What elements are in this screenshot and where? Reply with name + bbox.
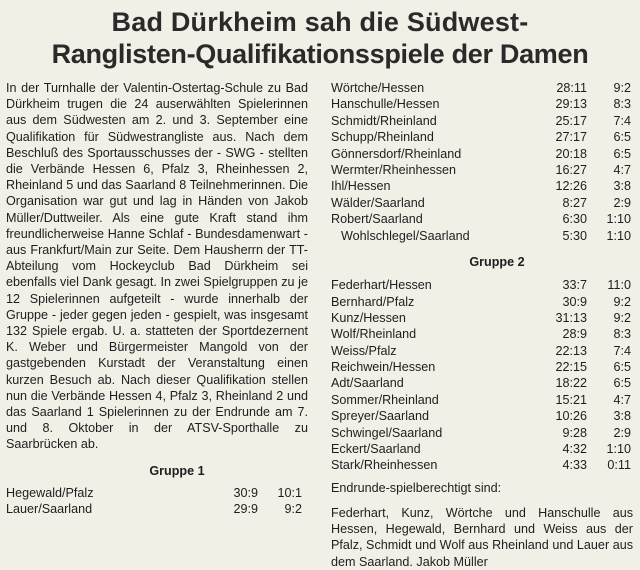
- player-sets: 5:30: [562, 228, 587, 243]
- player-sets: 8:27: [562, 195, 587, 210]
- table-row: [331, 359, 633, 375]
- headline-line-1: Bad Dürkheim sah die Südwest-: [111, 7, 529, 37]
- table-row: [331, 146, 633, 162]
- table-row: [331, 343, 633, 359]
- player-name: Wälder/Saarland: [331, 195, 425, 210]
- player-points: 4:7: [613, 392, 631, 407]
- table-row: [331, 96, 633, 112]
- player-name: Weiss/Pfalz: [331, 343, 397, 358]
- right-column: [331, 80, 633, 570]
- player-sets: 16:27: [555, 162, 587, 177]
- gruppe-1-continued: [331, 80, 633, 244]
- player-sets: 12:26: [555, 179, 587, 194]
- table-row: [331, 162, 633, 178]
- player-points: 9:2: [284, 502, 302, 517]
- player-points: 7:4: [613, 113, 631, 128]
- player-sets: 18:22: [555, 376, 587, 391]
- player-name: Wohlschlegel/Saarland: [341, 228, 470, 243]
- player-points: 3:8: [613, 179, 631, 194]
- player-points: 10:1: [277, 485, 302, 500]
- endrunde-qualifiers: Federhart, Kunz, Wörtche und Hanschulle aus Hessen, Hegewald, Bernhard und Weiss aus der Pfalz, Schmidt und Wolf aus Rheinland und Lauer aus dem Saarland.: [331, 506, 633, 569]
- player-name: Sommer/Rheinland: [331, 392, 439, 407]
- gruppe-2-title: Gruppe 2: [469, 254, 525, 269]
- player-name: Federhart/Hessen: [331, 278, 432, 293]
- table-row: [331, 113, 633, 129]
- player-points: 6:5: [613, 360, 631, 375]
- player-points: 9:2: [613, 81, 631, 95]
- player-sets: 29:9: [233, 502, 258, 517]
- player-points: 1:10: [606, 212, 631, 227]
- table-row: [331, 178, 633, 194]
- table-row: [331, 441, 633, 457]
- player-points: 8:3: [613, 327, 631, 342]
- player-sets: 29:13: [555, 97, 587, 112]
- player-sets: 33:7: [562, 278, 587, 293]
- player-name: Hanschulle/Hessen: [331, 97, 440, 112]
- player-name: Wörtche/Hessen: [331, 81, 425, 95]
- player-sets: 15:21: [555, 392, 587, 407]
- player-sets: 31:13: [555, 310, 587, 325]
- player-sets: 30:9: [233, 485, 258, 500]
- article-paragraph: In der Turnhalle der Valentin-Ostertag-Schule zu Bad Dürkheim trugen die 24 auserwählten Spielerinnen aus dem Südwesten am 2. und 3. September eine Qualifikation für Südwestrangliste aus. Nach dem Beschluß des Sportausschusses der - SWG - stellten die Verbände Hessen 6, Pfalz 3, Rheinhessen 2, Rheinland 5 und das Saarland 8 Teilnehmerinnen. Die Organisation war gut und lag in Händen von Jakob Müller/Duttweiler. Als eine gute Kraft stand ihm freundlicherweise Hanne Schlaf - Bundesdamenwart - aus Frankfurt/Main zur Seite. Dem Hausherrn der TT-Abteilung vom Hockeyclub Bad Dürkheim sei ebenfalls viel Dank gesagt. In zwei Spielgruppen zu je 12 Spielerinnen aufgeteilt - wurde innerhalb der Gruppe - jeder gegen jeden - gespielt, was insgesamt 132 Spiele ergab. U. a. statteten der Sportdezernent K. Weber und Bürgermeister Mangold von der gastgebenden Kurstadt der Veranstaltung einen kurzen Besuch ab. Nach dieser Qualifikation stellen nun die Verbände Hessen 4, Pfalz 3, Rheinland 2 und das Saarland 1 Spielerinnen zu der Endrunde am 7. und 8. Oktober in der ATSV-Sporthalle zu Saarbrücken ab.: [6, 81, 308, 452]
- player-sets: 4:33: [562, 458, 587, 473]
- player-name: Wermter/Rheinhessen: [331, 162, 457, 177]
- player-name: Schwingel/Saarland: [331, 425, 443, 440]
- table-row: [331, 277, 633, 293]
- player-points: 4:7: [613, 162, 631, 177]
- player-sets: 20:18: [555, 146, 587, 161]
- table-row: [331, 408, 633, 424]
- player-name: Adt/Saarland: [331, 376, 404, 391]
- player-points: 7:4: [613, 343, 631, 358]
- player-sets: 9:28: [562, 425, 587, 440]
- player-points: 8:3: [613, 97, 631, 112]
- player-name: Ihl/Hessen: [331, 179, 391, 194]
- player-name: Wolf/Rheinland: [331, 327, 417, 342]
- player-name: Lauer/Saarland: [6, 502, 93, 517]
- player-sets: 25:17: [555, 113, 587, 128]
- left-column: [6, 80, 308, 518]
- table-row: [6, 501, 308, 517]
- table-row: [331, 425, 633, 441]
- player-points: 1:10: [606, 442, 631, 457]
- player-sets: 28:11: [556, 81, 587, 95]
- player-points: 9:2: [613, 294, 631, 309]
- table-row: [331, 228, 633, 244]
- player-points: 11:0: [607, 278, 631, 293]
- player-name: Hegewald/Pfalz: [6, 485, 94, 500]
- table-row: [331, 294, 633, 310]
- player-sets: 6:30: [562, 212, 587, 227]
- gruppe-1-title: Gruppe 1: [149, 463, 205, 478]
- player-points: 0:11: [607, 458, 631, 473]
- table-row: [331, 195, 633, 211]
- table-row: [331, 392, 633, 408]
- player-name: Schupp/Rheinland: [331, 130, 434, 145]
- player-sets: 22:13: [555, 343, 587, 358]
- table-row: [331, 375, 633, 391]
- player-sets: 10:26: [555, 409, 587, 424]
- gruppe-2-table: [331, 277, 633, 474]
- table-row: [331, 211, 633, 227]
- player-name: Robert/Saarland: [331, 212, 423, 227]
- table-row: [331, 129, 633, 145]
- player-points: 6:5: [613, 146, 631, 161]
- player-points: 2:9: [613, 195, 631, 210]
- player-name: Spreyer/Saarland: [331, 409, 430, 424]
- player-sets: 28:9: [562, 327, 587, 342]
- player-points: 2:9: [613, 425, 631, 440]
- player-sets: 27:17: [555, 130, 587, 145]
- player-points: 3:8: [613, 409, 631, 424]
- player-name: Stark/Rheinhessen: [331, 458, 438, 473]
- player-sets: 30:9: [562, 294, 587, 309]
- headline: [0, 6, 640, 70]
- author-name: Jakob Müller: [416, 554, 488, 569]
- player-name: Kunz/Hessen: [331, 310, 406, 325]
- player-name: Eckert/Saarland: [331, 442, 421, 457]
- table-row: [6, 485, 308, 501]
- player-points: 1:10: [606, 228, 631, 243]
- table-row: [331, 80, 633, 96]
- player-name: Schmidt/Rheinland: [331, 113, 437, 128]
- player-points: 9:2: [613, 310, 631, 325]
- endrunde-text: [331, 505, 633, 570]
- player-name: Reichwein/Hessen: [331, 360, 436, 375]
- table-row: [331, 310, 633, 326]
- headline-line-2: Ranglisten-Qualifikationsspiele der Damen: [51, 39, 589, 69]
- player-sets: 22:15: [555, 360, 587, 375]
- player-points: 6:5: [613, 130, 631, 145]
- table-row: [331, 457, 633, 473]
- player-name: Bernhard/Pfalz: [331, 294, 415, 309]
- endrunde-label: Endrunde-spielberechtigt sind:: [331, 480, 502, 495]
- player-sets: 4:32: [562, 442, 587, 457]
- player-name: Gönnersdorf/Rheinland: [331, 146, 462, 161]
- player-points: 6:5: [613, 376, 631, 391]
- table-row: [331, 326, 633, 342]
